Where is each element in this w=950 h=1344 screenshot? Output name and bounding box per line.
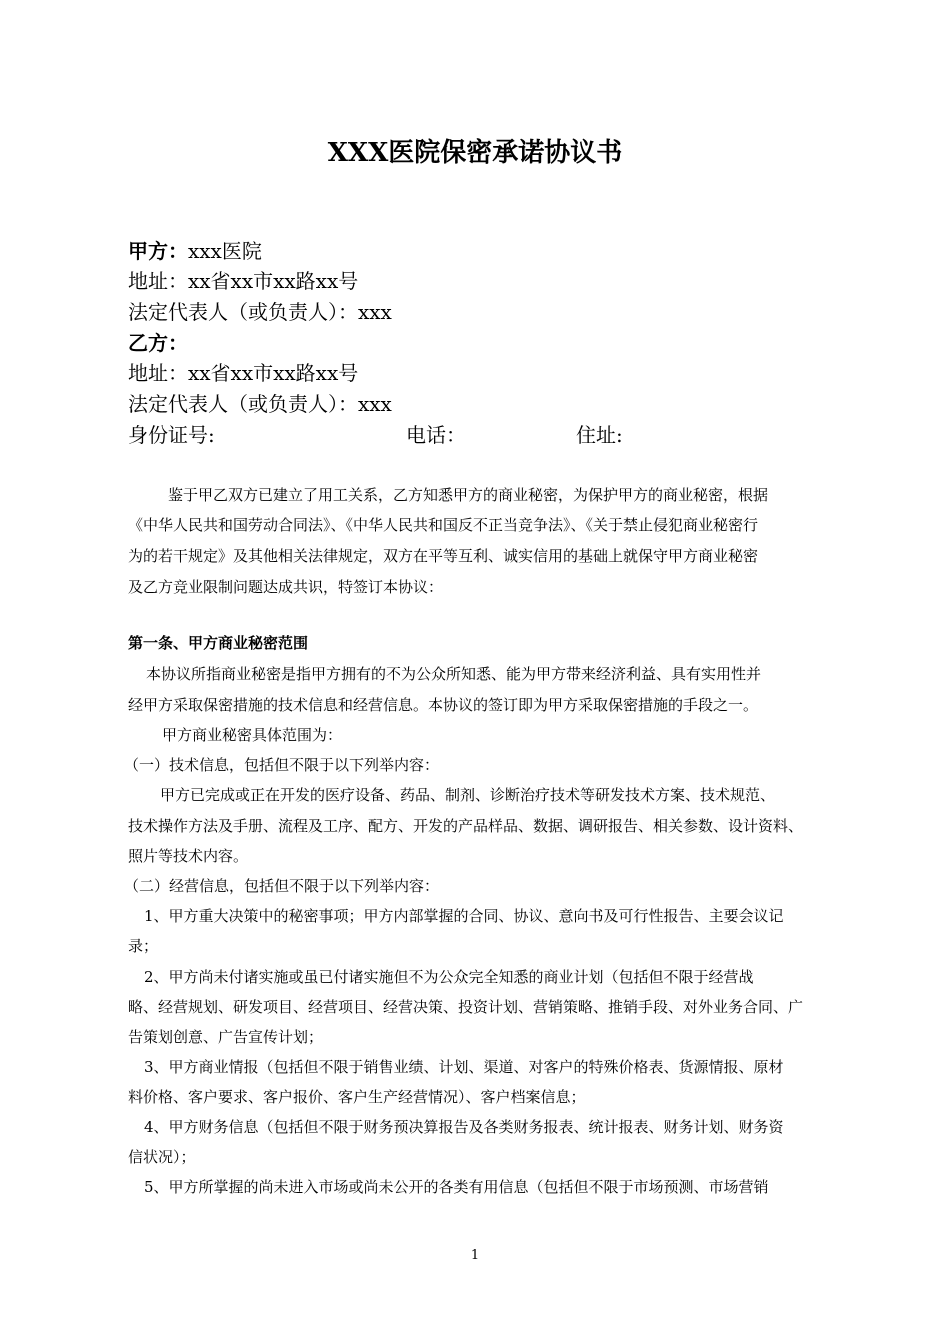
section-line: 信状况）； bbox=[128, 1148, 196, 1166]
section-line: 料价格、客户要求、客户报价、客户生产经营情况）、客户档案信息； bbox=[128, 1088, 586, 1106]
section-line: （二）经营信息，包括但不限于以下列举内容： bbox=[124, 877, 440, 895]
party-a-address: 地址：xx省xx市xx路xx号 bbox=[128, 269, 359, 293]
section-line: 本协议所指商业秘密是指甲方拥有的不为公众所知悉、能为甲方带来经济利益、具有实用性并 bbox=[146, 665, 762, 683]
section-line: 略、经营规划、研发项目、经营项目、经营决策、投资计划、营销策略、推销手段、对外业务合同、广 bbox=[128, 998, 804, 1016]
preamble-line: 鉴于甲乙双方已建立了用工关系，乙方知悉甲方的商业秘密，为保护甲方的商业秘密，根据 bbox=[168, 486, 769, 504]
section-line: （一）技术信息，包括但不限于以下列举内容： bbox=[124, 756, 440, 774]
section-line: 告策划创意、广告宣传计划； bbox=[128, 1028, 324, 1046]
residence-label: 住址: bbox=[576, 423, 623, 447]
party-a-label: 甲方： bbox=[128, 239, 188, 263]
preamble-line: 为的若干规定》及其他相关法律规定，双方在平等互利、诚实信用的基础上就保守甲方商业秘密 bbox=[128, 547, 759, 565]
party-b-representative: 法定代表人（或负责人）：xxx bbox=[128, 392, 392, 416]
section-line: 4、甲方财务信息（包括但不限于财务预决算报告及各类财务报表、统计报表、财务计划、财务资 bbox=[144, 1118, 784, 1136]
section-line: 甲方商业秘密具体范围为： bbox=[162, 726, 343, 744]
section-line: 经甲方采取保密措施的技术信息和经营信息。本协议的签订即为甲方采取保密措施的手段之一。 bbox=[128, 696, 759, 714]
preamble-line: 《中华人民共和国劳动合同法》、《中华人民共和国反不正当竞争法》、《关于禁止侵犯商业秘密行 bbox=[128, 516, 759, 534]
section-line: 技术操作方法及手册、流程及工序、配方、开发的产品样品、数据、调研报告、相关参数、设计资料、 bbox=[128, 817, 804, 835]
section-line: 2、甲方尚未付诸实施或虽已付诸实施但不为公众完全知悉的商业计划（包括但不限于经营战 bbox=[144, 968, 754, 986]
party-a-name: xxx医院 bbox=[188, 239, 262, 263]
page-number: 1 bbox=[470, 1248, 480, 1263]
phone-label: 电话： bbox=[406, 423, 466, 447]
party-b-contact-row bbox=[128, 420, 828, 450]
preamble-line: 及乙方竞业限制问题达成共识，特签订本协议： bbox=[128, 578, 444, 596]
party-a-representative: 法定代表人（或负责人）：xxx bbox=[128, 300, 392, 324]
section-line: 1、甲方重大决策中的秘密事项；甲方内部掌握的合同、协议、意向书及可行性报告、主要会议记 bbox=[144, 907, 784, 925]
section-line: 5、甲方所掌握的尚未进入市场或尚未公开的各类有用信息（包括但不限于市场预测、市场营销 bbox=[144, 1178, 769, 1196]
party-b-line bbox=[128, 328, 828, 358]
section-line: 3、甲方商业情报（包括但不限于销售业绩、计划、渠道、对客户的特殊价格表、货源情报、原材 bbox=[144, 1058, 784, 1076]
section-line: 录； bbox=[128, 937, 159, 955]
id-number-label: 身份证号: bbox=[128, 423, 215, 447]
party-b-address: 地址：xx省xx市xx路xx号 bbox=[128, 361, 359, 385]
section-line: 照片等技术内容。 bbox=[128, 847, 249, 865]
section-heading: 第一条、甲方商业秘密范围 bbox=[128, 634, 309, 652]
section-line: 甲方已完成或正在开发的医疗设备、药品、制剂、诊断治疗技术等研发技术方案、技术规范、 bbox=[160, 786, 776, 804]
document-title: XXX医院保密承诺协议书 bbox=[327, 138, 623, 168]
party-a-line bbox=[128, 236, 828, 266]
party-b-label: 乙方： bbox=[128, 331, 188, 355]
